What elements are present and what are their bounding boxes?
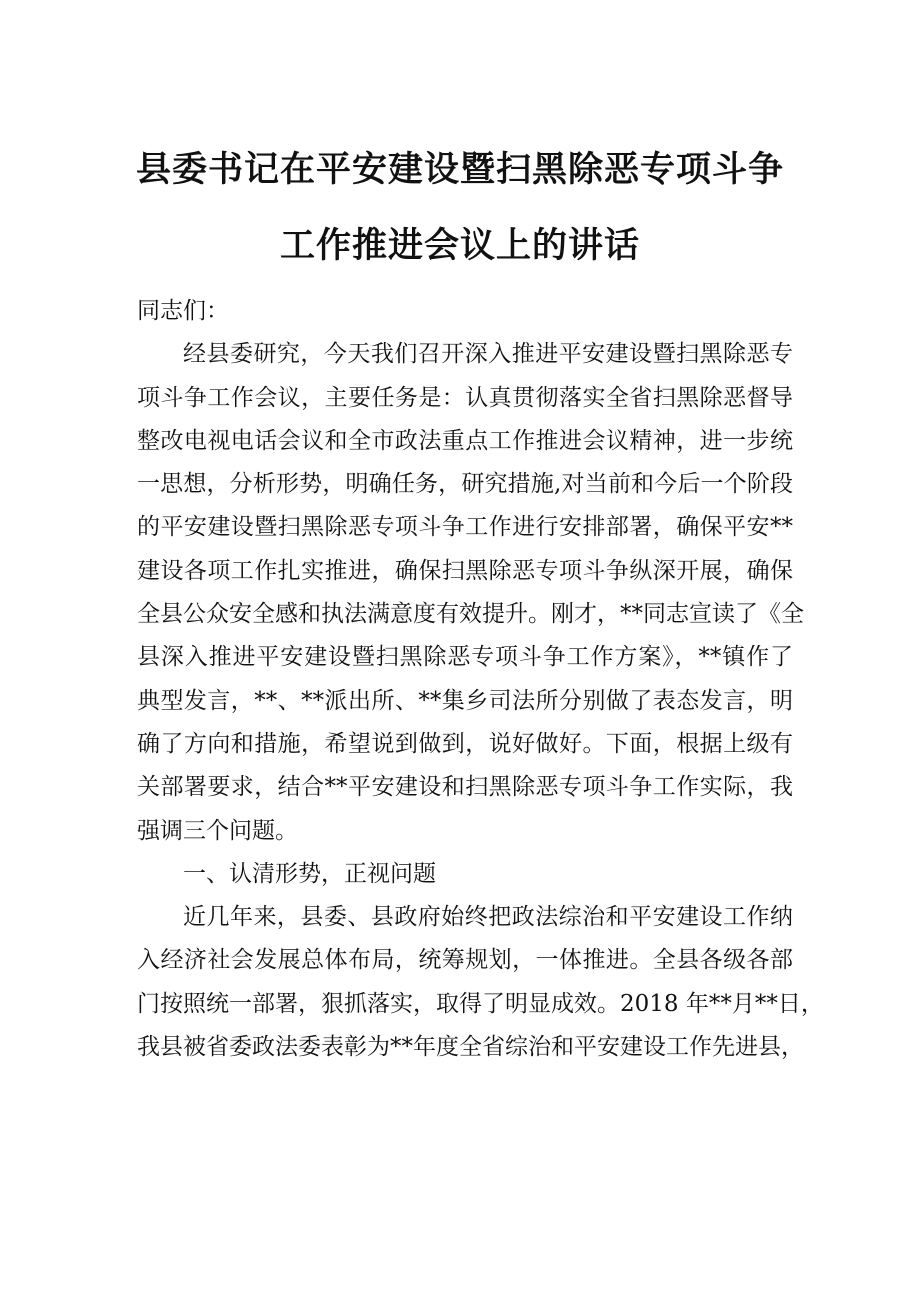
paragraph-1-line: 县深入推进平安建设暨扫黑除恶专项斗争工作方案》，**镇作了 [137, 644, 793, 671]
paragraph-1-line: 全县公众安全感和执法满意度有效提升。刚才，**同志宣读了《全 [137, 601, 804, 628]
paragraph-1-line: 一思想，分析形势，明确任务，研究措施,对当前和今后一个阶段 [137, 471, 793, 498]
document-title-line-2: 工作推进会议上的讲话 [279, 226, 640, 266]
salutation: 同志们： [137, 298, 229, 324]
paragraph-2-line: 门按照统一部署，狠抓落实，取得了明显成效。2018 年**月**日， [137, 990, 824, 1017]
paragraph-1-line: 建设各项工作扎实推进，确保扫黑除恶专项斗争纵深开展，确保 [137, 557, 793, 584]
paragraph-1-line: 强调三个问题。 [137, 817, 298, 844]
paragraph-1-line: 项斗争工作会议，主要任务是：认真贯彻落实全省扫黑除恶督导 [137, 384, 793, 411]
document-title-line-1: 县委书记在平安建设暨扫黑除恶专项斗争 [135, 150, 784, 190]
paragraph-1-line: 关部署要求，结合**平安建设和扫黑除恶专项斗争工作实际，我 [137, 774, 793, 801]
paragraph-1-line: 确了方向和措施，希望说到做到，说好做好。下面，根据上级有 [137, 730, 793, 757]
paragraph-1-line: 的平安建设暨扫黑除恶专项斗争工作进行安排部署，确保平安** [137, 514, 793, 541]
paragraph-1-line: 典型发言，**、**派出所、**集乡司法所分别做了表态发言，明 [137, 687, 793, 714]
paragraph-2-line: 我县被省委政法委表彰为**年度全省综治和平安建设工作先进县， [137, 1034, 804, 1061]
section-heading: 一、认清形势，正视问题 [183, 860, 436, 887]
paragraph-2-line: 近几年来，县委、县政府始终把政法综治和平安建设工作纳 [183, 904, 793, 931]
document-body [137, 290, 824, 1069]
paragraph-2-line: 入经济社会发展总体布局，统筹规划，一体推进。全县各级各部 [137, 947, 793, 974]
paragraph-1-line: 经县委研究，今天我们召开深入推进平安建设暨扫黑除恶专 [183, 341, 793, 368]
paragraph-1-line: 整改电视电话会议和全市政法重点工作推进会议精神，进一步统 [137, 427, 793, 454]
